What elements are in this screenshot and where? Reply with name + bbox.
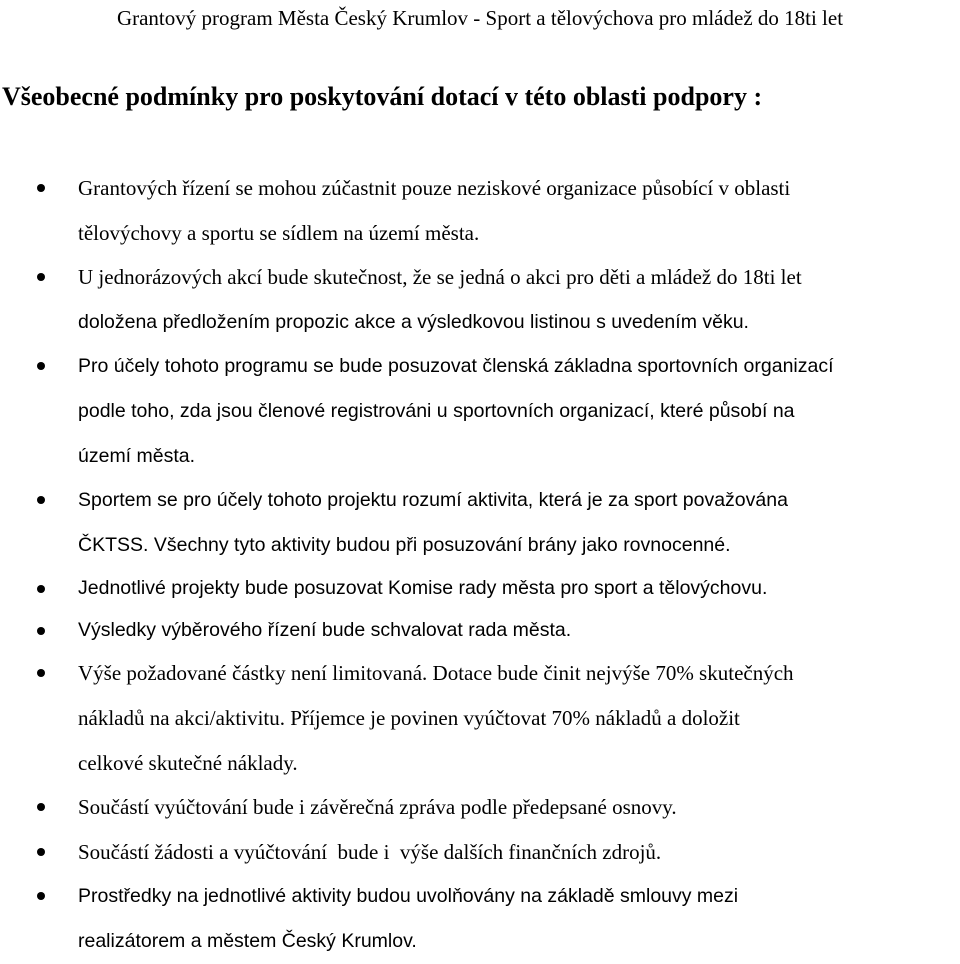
bullet-icon — [37, 669, 45, 677]
bullet-icon — [37, 585, 45, 593]
bullet-icon — [37, 627, 45, 635]
list-item-line: Součástí vyúčtování bude i závěrečná zpráva podle předepsané osnovy. — [78, 795, 677, 820]
list-item-line: Výsledky výběrového řízení bude schvalovat rada města. — [78, 619, 572, 642]
list-item-line: Pro účely tohoto programu se bude posuzovat členská základna sportovních organizací — [78, 355, 834, 378]
list-item-line: území města. — [78, 444, 196, 467]
list-item — [0, 478, 960, 567]
list-item — [0, 344, 960, 478]
list-item — [0, 166, 960, 255]
conditions-list — [0, 166, 960, 964]
list-item-line: realizátorem a městem Český Krumlov. — [78, 929, 417, 952]
list-item-line: ČKTSS. Všechny tyto aktivity budou při posuzování brány jako rovnocenné. — [78, 533, 731, 556]
bullet-icon — [37, 892, 45, 900]
bullet-icon — [37, 496, 45, 504]
bullet-icon — [37, 184, 45, 192]
list-item-line: Sportem se pro účely tohoto projektu rozumí aktivita, která je za sport považována — [78, 489, 788, 512]
list-item — [0, 830, 960, 875]
list-item-line: U jednorázových akcí bude skutečnost, že se jedná o akci pro děti a mládež do 18ti let — [78, 265, 802, 290]
list-item-line: tělovýchovy a sportu se sídlem na území města. — [78, 220, 480, 245]
bullet-icon — [37, 273, 45, 281]
list-item — [0, 609, 960, 651]
list-item — [0, 874, 960, 963]
list-item-line: Součástí žádosti a vyúčtování bude i výše dalších finančních zdrojů. — [78, 839, 662, 864]
list-item-line: nákladů na akci/aktivitu. Příjemce je povinen vyúčtovat 70% nákladů a doložit — [78, 705, 740, 730]
list-item-line: celkové skutečné náklady. — [78, 750, 298, 775]
list-item-line: Výše požadované částky není limitovaná. Dotace bude činit nejvýše 70% skutečných — [78, 661, 794, 686]
bullet-icon — [37, 362, 45, 370]
list-item-line: Grantových řízení se mohou zúčastnit pouze neziskové organizace působící v oblasti — [78, 176, 791, 200]
list-item-line: doložena předložením propozic akce a výsledkovou listinou s uvedením věku. — [78, 310, 749, 333]
bullet-icon — [37, 803, 45, 811]
list-item — [0, 651, 960, 785]
document-header: Grantový program Města Český Krumlov - Sport a tělovýchova pro mládež do 18ti let — [116, 6, 844, 30]
list-item-line: Prostředky na jednotlivé aktivity budou uvolňovány na základě smlouvy mezi — [78, 885, 739, 908]
list-item — [0, 255, 960, 344]
list-item — [0, 567, 960, 609]
list-item-line: podle toho, zda jsou členové registrováni u sportovních organizací, které působí na — [78, 399, 795, 422]
list-item-line: Jednotlivé projekty bude posuzovat Komise rady města pro sport a tělovýchovu. — [78, 577, 768, 600]
section-heading: Všeobecné podmínky pro poskytování dotací v této oblasti podpory : — [2, 82, 763, 111]
list-item — [0, 785, 960, 830]
bullet-icon — [37, 848, 45, 856]
